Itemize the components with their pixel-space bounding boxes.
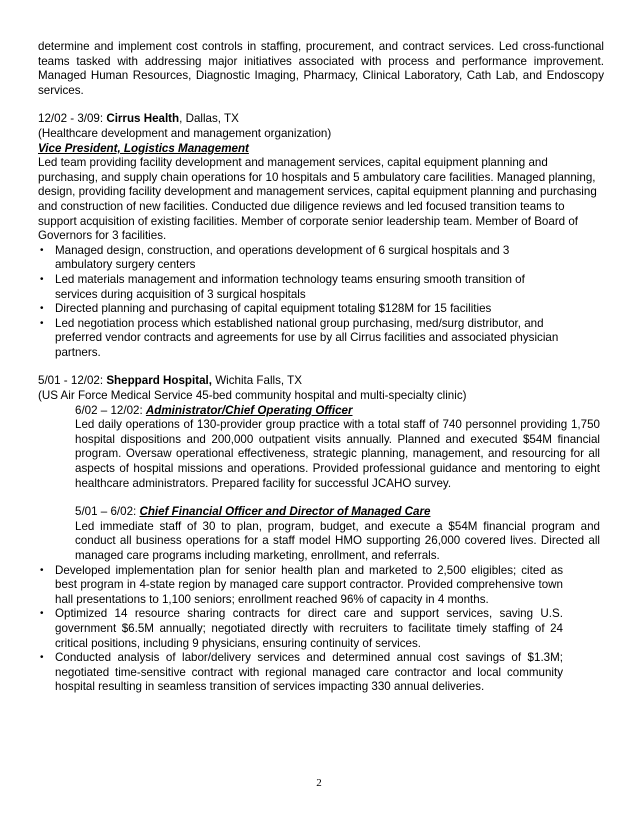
list-item-text: Optimized 14 resource sharing contracts for direct care and support services, saving U.S. government $6.5M annually; negotiated directly with recruiters to facilitate timely staffing of 24 critical positions, including 9 physicians, ensuring continuity of services.: [55, 607, 563, 650]
role-cfo-summary: Led immediate staff of 30 to plan, program, budget, and execute a $54M financial program and conduct all business operations for a staff model HMO supporting 26,000 covered lives. Directed all managed care programs including marketing, enrollment, and referrals.: [75, 519, 600, 562]
cirrus-description: (Healthcare development and management organization): [38, 126, 332, 140]
cirrus-location: , Dallas, TX: [179, 112, 239, 126]
sheppard-dates: 5/01 - 12/02:: [38, 374, 107, 388]
cirrus-job-title: Vice President, Logistics Management: [38, 141, 249, 155]
bullet-icon: •: [40, 652, 44, 664]
sheppard-location: Wichita Falls, TX: [211, 374, 302, 388]
cirrus-bullet-list: [38, 244, 566, 361]
list-item: [38, 273, 566, 302]
list-item-text: Led negotiation process which established national group purchasing, med/surg distributor, and preferred vendor contracts and agreements for use by all Cirrus facilities and associated physician partners.: [55, 316, 559, 359]
role-coo-title: Administrator/Chief Operating Officer: [145, 403, 353, 417]
list-item-text: Developed implementation plan for senior health plan and marketed to 2,500 eligibles; cited as best program in 4-state region by managed care support contractor. Provided comprehensive town hall presentations to 1,100 seniors; enrollment reached 96% of capacity in 4 months.: [55, 563, 563, 606]
list-item: [38, 302, 566, 317]
intro-paragraph: determine and implement cost controls in staffing, procurement, and contract services. Led cross-functional teams tasked with addressing major initiatives associated with process and performance improvement. Managed Human Resources, Diagnostic Imaging, Pharmacy, Clinical Laboratory, Cath Lab, and Endoscopy services.: [38, 40, 604, 97]
bullet-icon: •: [40, 273, 44, 285]
list-item: [38, 607, 563, 651]
bullet-icon: •: [40, 303, 44, 315]
list-item-text: Led materials management and information technology teams ensuring smooth transition of services during acquisition of 3 surgical hospitals: [55, 272, 525, 301]
list-item: [38, 651, 563, 695]
cirrus-dates: 12/02 - 3/09:: [38, 112, 107, 126]
role-coo-header: [75, 404, 600, 419]
role-cfo-title: Chief Financial Officer and Director of Managed Care: [139, 505, 431, 519]
resume-page: [38, 40, 604, 695]
cirrus-employer: Cirrus Health: [106, 112, 180, 126]
role-coo: [75, 404, 600, 492]
role-coo-dates: 6/02 – 12/02:: [75, 403, 146, 417]
spacer: [38, 491, 604, 505]
role-cfo-header: [75, 505, 600, 520]
sheppard-header: [38, 374, 604, 389]
list-item: [38, 244, 566, 273]
sheppard-description: (US Air Force Medical Service 45-bed community hospital and multi-specialty clinic): [38, 389, 467, 403]
bullet-icon: •: [40, 244, 44, 256]
sheppard-employer: Sheppard Hospital,: [106, 374, 212, 388]
bullet-icon: •: [40, 608, 44, 620]
cirrus-summary: Led team providing facility development and management services, capital equipment planning and purchasing, and supply chain operations for 10 hospitals and 5 ambulatory care facilities. Managed planning, design, providing facility development and management services, capital equipment planning and purchasing and construction of new facilities. Conducted due diligence reviews and led focused transition teams to support acquisition of existing facilities. Member of corporate senior leadership team. Member of Board of Governors for 3 facilities.: [38, 156, 597, 243]
list-item-text: Conducted analysis of labor/delivery services and determined annual cost savings of $1.3M; negotiated time-sensitive contract with regional managed care contractor and local community hospital resulting in seamless transition of services impacting 330 annual deliveries.: [55, 651, 563, 694]
role-coo-summary: Led daily operations of 130-provider group practice with a total staff of 740 personnel providing 1,750 hospital dispositions and 200,000 outpatient visits annually. Planned and executed $54M financial program. Oversaw operational effectiveness, strategic planning, management, and resourcing for all aspects of hospital missions and operations. Provided professional guidance and mentoring to eight healthcare administrators. Prepared facility for successful JCAHO survey.: [75, 418, 600, 490]
role-cfo: [75, 505, 600, 563]
cirrus-header: [38, 112, 604, 127]
bullet-icon: •: [40, 564, 44, 576]
cirrus-health-section: [38, 112, 604, 360]
bullet-icon: •: [40, 317, 44, 329]
page-number: 2: [316, 777, 322, 789]
list-item-text: Managed design, construction, and operations development of 6 surgical hospitals and 3 ambulatory surgery centers: [55, 243, 510, 272]
list-item: [38, 317, 566, 361]
list-item-text: Directed planning and purchasing of capital equipment totaling $128M for 15 facilities: [55, 302, 492, 316]
spacer: [38, 360, 604, 374]
list-item: [38, 564, 563, 608]
sheppard-hospital-section: [38, 374, 604, 694]
spacer: [38, 98, 604, 112]
role-cfo-dates: 5/01 – 6/02:: [75, 505, 140, 519]
role-cfo-bullet-list: [38, 564, 563, 695]
